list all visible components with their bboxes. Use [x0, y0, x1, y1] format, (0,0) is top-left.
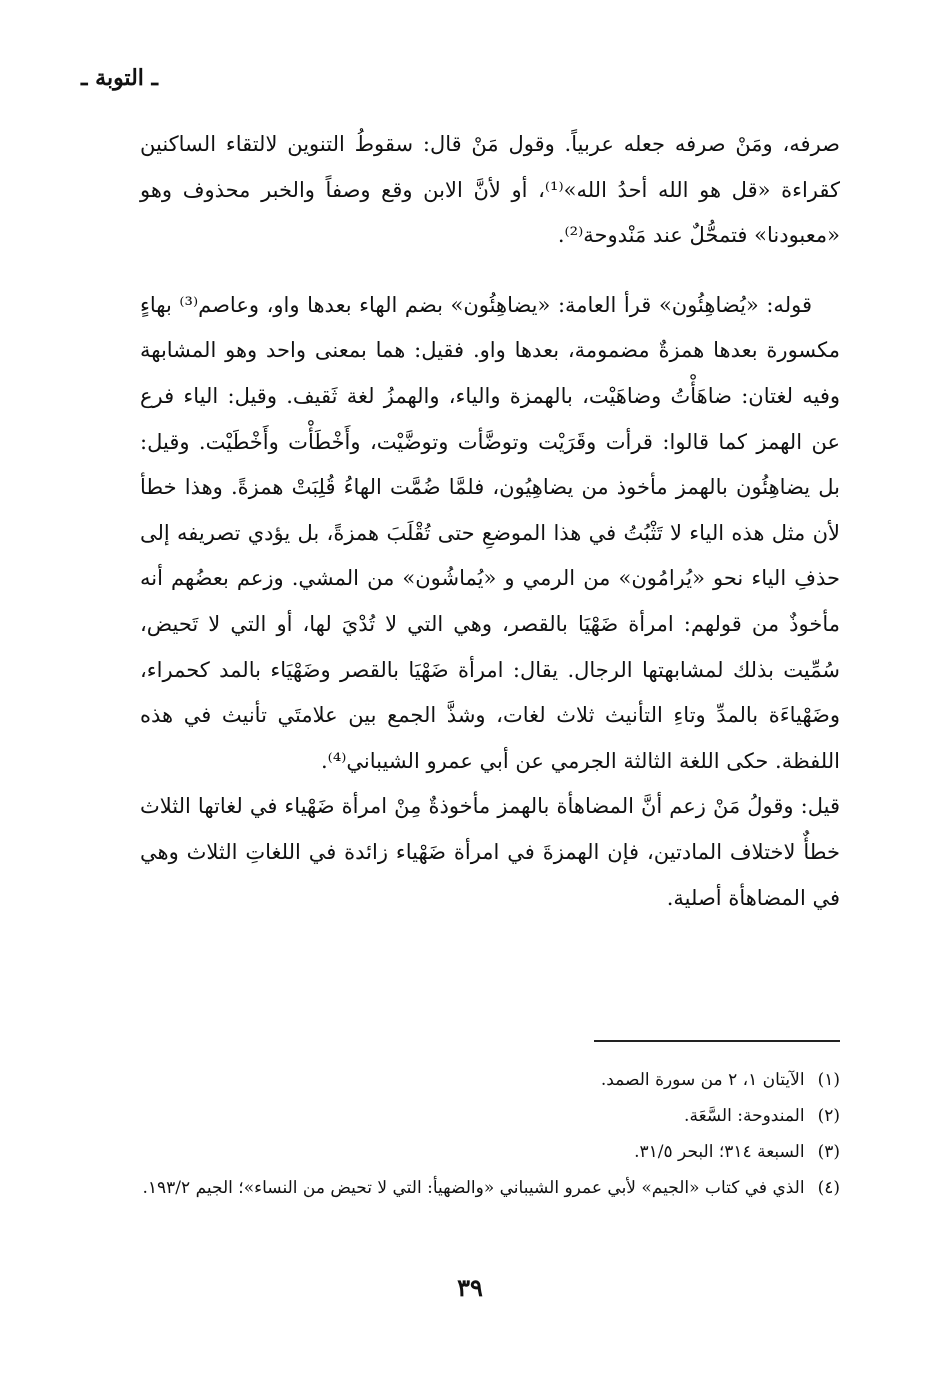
footnote-number: (٣) [817, 1142, 840, 1162]
footnote-number: (١) [817, 1070, 840, 1090]
running-head-title: ـ التوبة ـ [81, 65, 158, 91]
footnote-item [140, 1062, 840, 1098]
main-text [140, 122, 840, 921]
footnote-divider [594, 1040, 840, 1042]
footnote-item [140, 1170, 840, 1206]
footnote-number: (٢) [817, 1106, 840, 1126]
footnote-text: الذي في كتاب «الجيم» لأبي عمرو الشيباني «والضهيأ: التي لا تحيض من النساء»؛ الجيم ١٩٣/٢. [142, 1178, 805, 1198]
footnote-item [140, 1134, 840, 1170]
paragraph: قيل: وقولُ مَنْ زعم أنَّ المضاهأة بالهمز مأخوذةٌ مِنْ امرأة ضَهْياء في لغاتها الثلاث خطأٌ لاختلاف المادتين، فإن الهمزةَ في امرأة ضَهْياء زائدة في اللغاتِ الثلاث وهي في المضاهأة أصلية. [140, 794, 840, 910]
footnotes-list [140, 1062, 840, 1206]
footnote-text: المندوحة: السَّعَة. [684, 1106, 805, 1126]
paragraph: قوله: «يُضاهِئُون» قرأ العامة: «يضاهِئُون» بضم الهاء بعدها واو، وعاصم⁽³⁾ بهاءٍ مكسورة بعدها همزةٌ مضمومة، بعدها واو. فقيل: هما بمعنى واحد وهو المشابهة وفيه لغتان: ضاهَأْتُ وضاهَيْت، بالهمزة والياء، والهمزُ لغة ثَقيف. وقيل: الياء فرع عن الهمز كما قالوا: قرأت وقَرَيْت وتوضَّأت وتوضَّيْت، وأَخْطَأْت وأَخْطَيْت. وقيل: بل يضاهِئُون بالهمز مأخوذ من يضاهِيُون، فلمَّا ضُمَّت الهاءُ قُلِبَتْ همزةً. وهذا خطأ لأن مثل هذه الياء لا تَثْبُتُ في هذا الموضعِ حتى تُقْلَبَ همزةً، بل يؤدي تصريفه إلى حذفِ الياء نحو «يُرامُون» من الرمي و «يُماشُون» من المشي. وزعم بعضُهم أنه مأخوذٌ من قولهم: امرأة ضَهْيَا بالقصر، وهي التي لا تُدْيَ لها، أو التي لا تَحيض، سُمِّيت بذلك لمشابهتها الرجال. يقال: امرأة ضَهْيَا بالقصر وضَهْيَاء بالمد كحمراء، وضَهْياءَة بالمدِّ وتاءِ التأنيث ثلاث لغات، وشذَّ الجمع بين علامتَي تأنيث في هذه اللفظة. حكى اللغة الثالثة الجرمي عن أبي عمرو الشيباني⁽⁴⁾. [140, 292, 840, 773]
running-head-container [81, 58, 158, 98]
page-number: ٣٩ [457, 1273, 483, 1302]
footnote-item [140, 1098, 840, 1134]
footnote-number: (٤) [817, 1178, 840, 1198]
paragraph: صرفه، ومَنْ صرفه جعله عربياً. وقول مَنْ قال: سقوطُ التنوين لالتقاء الساكنين كقراءة «قل هو الله أحدُ الله»⁽¹⁾، أو لأنَّ الابن وقع وصفاً والخبر محذوف وهو «معبودنا» فتمحُّلٌ عند مَنْدوحة⁽²⁾. [140, 132, 841, 248]
footnote-text: الآيتان ١، ٢ من سورة الصمد. [600, 1070, 805, 1090]
footnote-text: السبعة ٣١٤؛ البحر ٣١/٥. [634, 1142, 805, 1162]
